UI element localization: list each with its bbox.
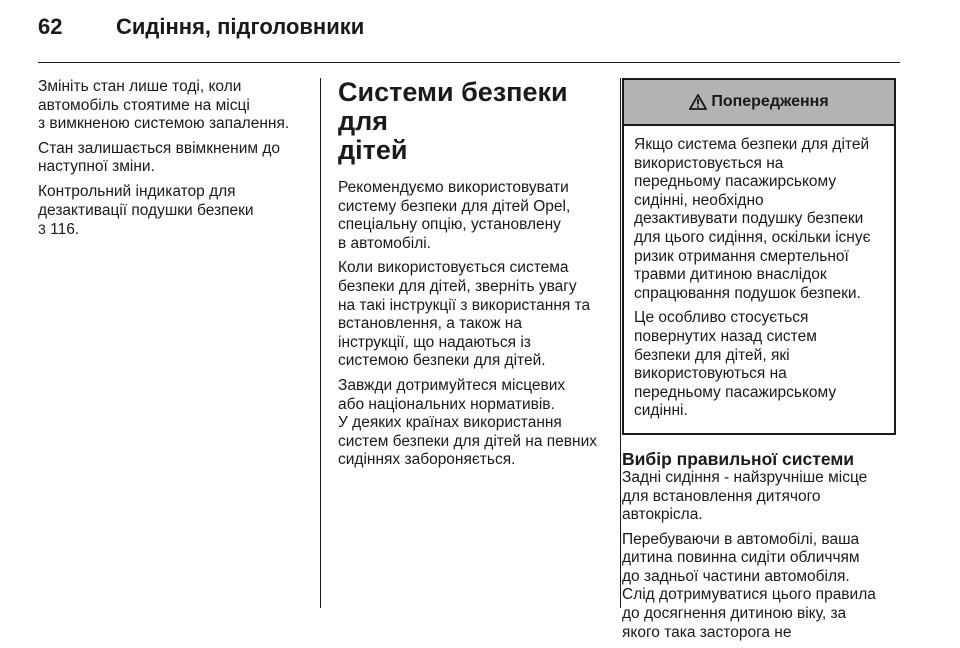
paragraph: Коли використовується система безпеки для дітей, зверніть увагу на такі інструкції з використання та встановлення, а також на інструкції, що надаються із системою безпеки для дітей. <box>338 259 591 370</box>
warning-body <box>624 126 894 433</box>
page-header <box>38 14 364 40</box>
paragraph: Контрольний індикатор для дезактивації подушки безпеки 3 116. <box>38 182 254 239</box>
page-title: Сидіння, підголовники <box>116 14 365 39</box>
page-number: 62 <box>38 14 63 39</box>
paragraph: Задні сидіння - найзручніше місце для встановлення дитячого автокрісла. <box>622 468 868 524</box>
paragraph: Рекомендуємо використовувати систему безпеки для дітей Opel, спеціальну опцію, установлену в автомобілі. <box>338 179 571 252</box>
paragraph: Стан залишається ввімкненим до наступної зміни. <box>38 139 280 176</box>
reference-page: 116. <box>50 221 80 239</box>
warning-title: Попередження <box>711 92 829 110</box>
header-divider <box>38 62 900 63</box>
paragraph: Змініть стан лише тоді, коли автомобіль стоятиме на місці з вимкненою системою запалення. <box>38 78 290 133</box>
right-column <box>622 78 900 648</box>
warning-paragraph: Якщо система безпеки для дітей використовується на передньому пасажирському сидінні, необхідно дезактивувати подушку безпеки для цього сидіння, оскільки існує ризик отримання смертельної травми дитиною внаслідок спрацювання подушок безпеки. <box>634 136 871 302</box>
warning-box <box>622 78 896 435</box>
warning-paragraph: Це особливо стосується повернутих назад систем безпеки для дітей, які використовуються на передньому пасажирському сидінні. <box>634 309 837 420</box>
reference-arrow-icon: 3 <box>38 221 46 238</box>
paragraph: Перебуваючи в автомобілі, ваша дитина повинна сидіти обличчям до задньої частини автомобіля. Слід дотримуватися цього правила до досягнення дитиною віку, за якого така засторога не <box>622 530 876 641</box>
warning-triangle-icon <box>689 94 707 110</box>
column-divider <box>620 78 621 608</box>
paragraph: Завжди дотримуйтеся місцевих або національних нормативів. У деяких країнах використання систем безпеки для дітей на певних сидіннях забороняється. <box>338 376 598 469</box>
middle-column <box>338 78 606 476</box>
warning-header <box>624 80 894 126</box>
left-column <box>38 78 306 246</box>
subheading: Вибір правильної системи <box>622 448 855 469</box>
section-heading: Системи безпеки для дітей <box>338 77 568 165</box>
reference-link[interactable] <box>38 221 79 238</box>
column-divider <box>320 78 321 608</box>
